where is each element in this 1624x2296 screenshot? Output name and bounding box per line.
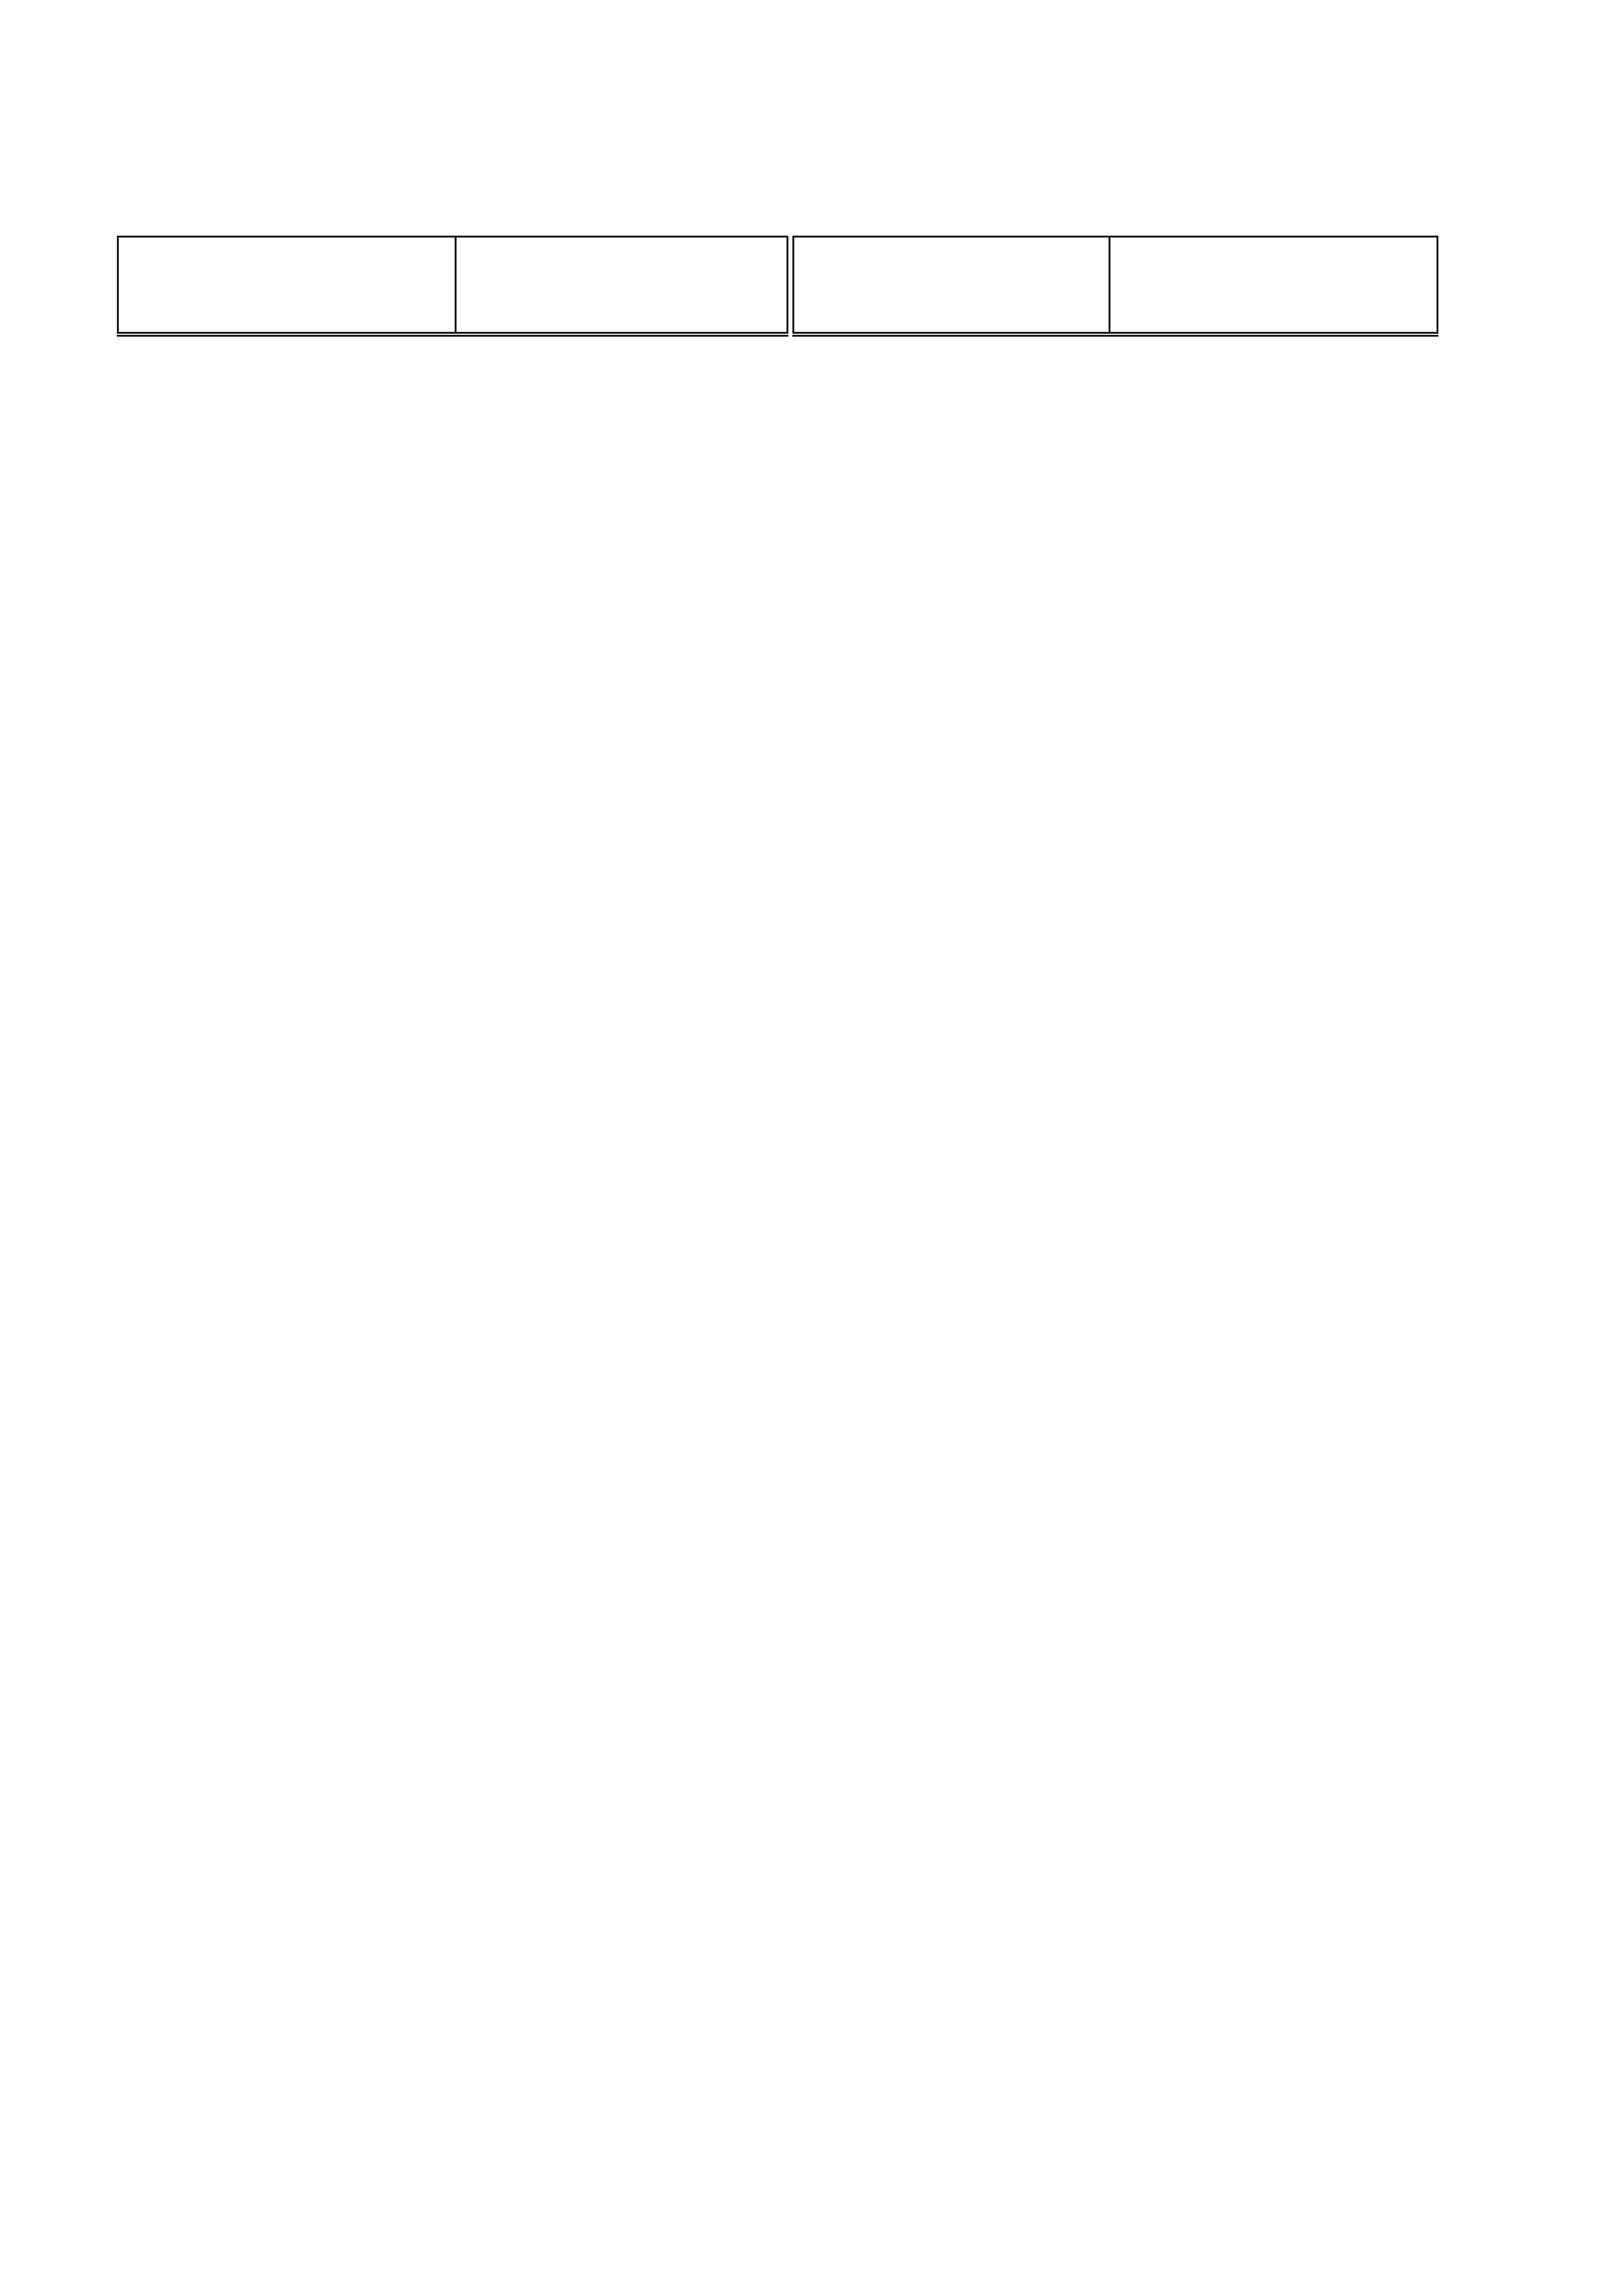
header-color [1110, 237, 1437, 335]
header-volume [793, 237, 1110, 335]
header-color [456, 237, 787, 335]
header-volume [118, 237, 456, 335]
table-right-half [792, 236, 1438, 337]
table-2 [117, 236, 1438, 982]
table-left-half [117, 236, 788, 337]
page-content [117, 218, 1438, 1007]
